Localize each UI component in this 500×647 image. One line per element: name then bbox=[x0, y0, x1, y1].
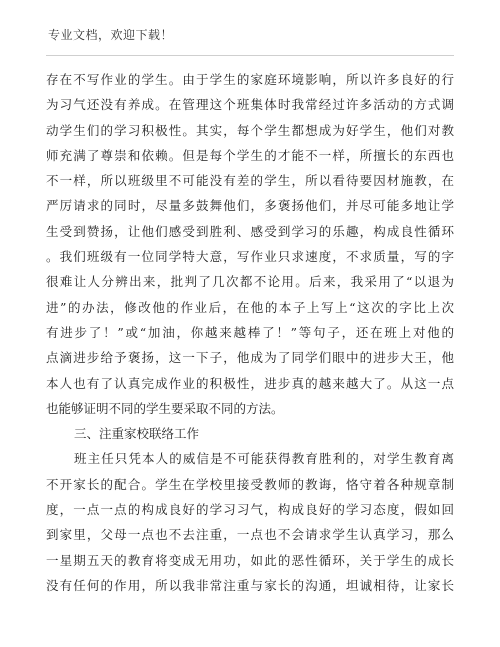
text-line: 也能够证明不同的学生要采取不同的方法。 bbox=[46, 400, 284, 416]
text-line: 有进步了！”或“加油，你越来越棒了！”等句子，还在班上对他的 bbox=[46, 324, 454, 340]
text-line: 存在不写作业的学生。由于学生的家庭环境影响，所以许多良好的行 bbox=[46, 72, 454, 87]
text-line: 度，一点一点的构成良好的学习习气，构成良好的学习态度，假如回 bbox=[46, 502, 454, 518]
text-line: 进”的办法，修改他的作业后，在他的本子上写上“这次的字比上次 bbox=[46, 299, 454, 315]
text-line: 不开家长的配合。学生在学校里接受教师的教诲，恪守着各种规章制 bbox=[46, 476, 454, 492]
text-line: 生受到赞扬，让他们感受到胜利、感受到学习的乐趣，构成良性循环 bbox=[46, 223, 454, 239]
text-line: 不一样，所以班级里不可能没有差的学生，所以看待要因材施教，在 bbox=[46, 173, 454, 189]
page-header: 专业文档，欢迎下载！ bbox=[48, 28, 174, 42]
text-line: 点滴进步给予褒扬，这一下子，他成为了同学们眼中的进步大王，他 bbox=[46, 350, 454, 366]
text-line: 。我们班级有一位同学特大意，写作业只求速度，不求质量，写的字 bbox=[46, 249, 454, 265]
text-line: 动学生们的学习积极性。其实，每个学生都想成为好学生，他们对教 bbox=[46, 122, 454, 138]
text-line: 本人也有了认真完成作业的积极性，进步真的越来越大了。从这一点 bbox=[46, 375, 454, 391]
text-line: 班主任只凭本人的威信是不可能获得教育胜利的，对学生教育离 bbox=[74, 451, 454, 467]
text-line: 一星期五天的教育将变成无用功，如此的恶性循环，关于学生的成长 bbox=[46, 552, 454, 568]
text-line: 严厉请求的同时，尽量多鼓舞他们，多褒扬他们，并尽可能多地让学 bbox=[46, 198, 454, 214]
document-body bbox=[46, 67, 454, 598]
text-line: 没有任何的作用，所以我非常注重与家长的沟通，坦诚相待，让家长 bbox=[46, 577, 454, 593]
text-line: 到家里，父母一点也不去注重，一点也不会请求学生认真学习，那么 bbox=[46, 527, 454, 543]
text-line: 师充满了尊崇和依赖。但是每个学生的才能不一样，所擅长的东西也 bbox=[46, 147, 454, 163]
text-line: 很难让人分辨出来，批判了几次都不论用。后来，我采用了“以退为 bbox=[46, 274, 454, 290]
header-divider bbox=[46, 55, 454, 56]
text-line: 为习气还没有养成。在管理这个班集体时我常经过许多活动的方式调 bbox=[46, 97, 454, 113]
section-heading: 三、注重家校联络工作 bbox=[74, 426, 200, 442]
